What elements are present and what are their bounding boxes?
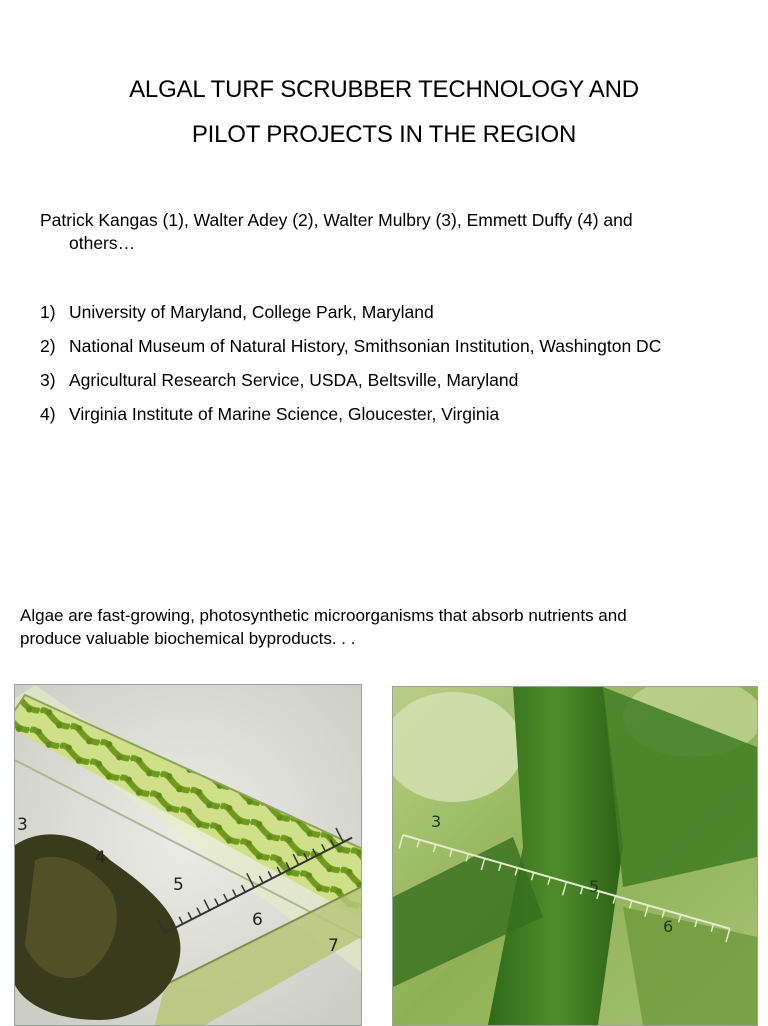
affiliation-item: [40, 402, 760, 436]
authors: [40, 209, 740, 255]
intro-text: [20, 604, 740, 650]
affiliation-text: University of Maryland, College Park, Maryland: [69, 302, 434, 322]
authors-line-2: others…: [69, 233, 136, 253]
affiliation-number: 4): [40, 404, 56, 424]
affiliation-text: Virginia Institute of Marine Science, Gloucester, Virginia: [69, 404, 500, 424]
authors-line-1: Patrick Kangas (1), Walter Adey (2), Walter Mulbry (3), Emmett Duffy (4) and: [40, 210, 633, 230]
affiliation-number: 1): [40, 302, 56, 322]
scale-label: 7: [328, 936, 339, 956]
affiliation-text: National Museum of Natural History, Smithsonian Institution, Washington DC: [69, 336, 662, 356]
title-line-1: ALGAL TURF SCRUBBER TECHNOLOGY AND: [129, 76, 639, 103]
affiliation-item: [40, 300, 760, 334]
affiliation-item: [40, 334, 760, 368]
scale-label: 5: [173, 875, 184, 895]
scale-label: 6: [663, 917, 674, 936]
scale-label: 5: [589, 877, 600, 896]
scale-label: 3: [431, 812, 442, 831]
scale-label: 4: [95, 848, 106, 868]
intro-line-2: produce valuable biochemical byproducts. . .: [20, 629, 356, 648]
affiliation-list: [40, 300, 760, 436]
intro-line-1: Algae are fast-growing, photosynthetic microorganisms that absorb nutrients and: [20, 606, 627, 625]
algae-micrograph-left: [14, 684, 362, 1026]
scale-label: 3: [17, 815, 28, 835]
title-line-2: PILOT PROJECTS IN THE REGION: [191, 121, 577, 148]
algae-micrograph-right: [392, 686, 758, 1026]
affiliation-text: Agricultural Research Service, USDA, Beltsville, Maryland: [69, 370, 519, 390]
affiliation-number: 2): [40, 336, 56, 356]
scale-label: 6: [252, 910, 263, 930]
affiliation-item: [40, 368, 760, 402]
affiliation-number: 3): [40, 370, 56, 390]
